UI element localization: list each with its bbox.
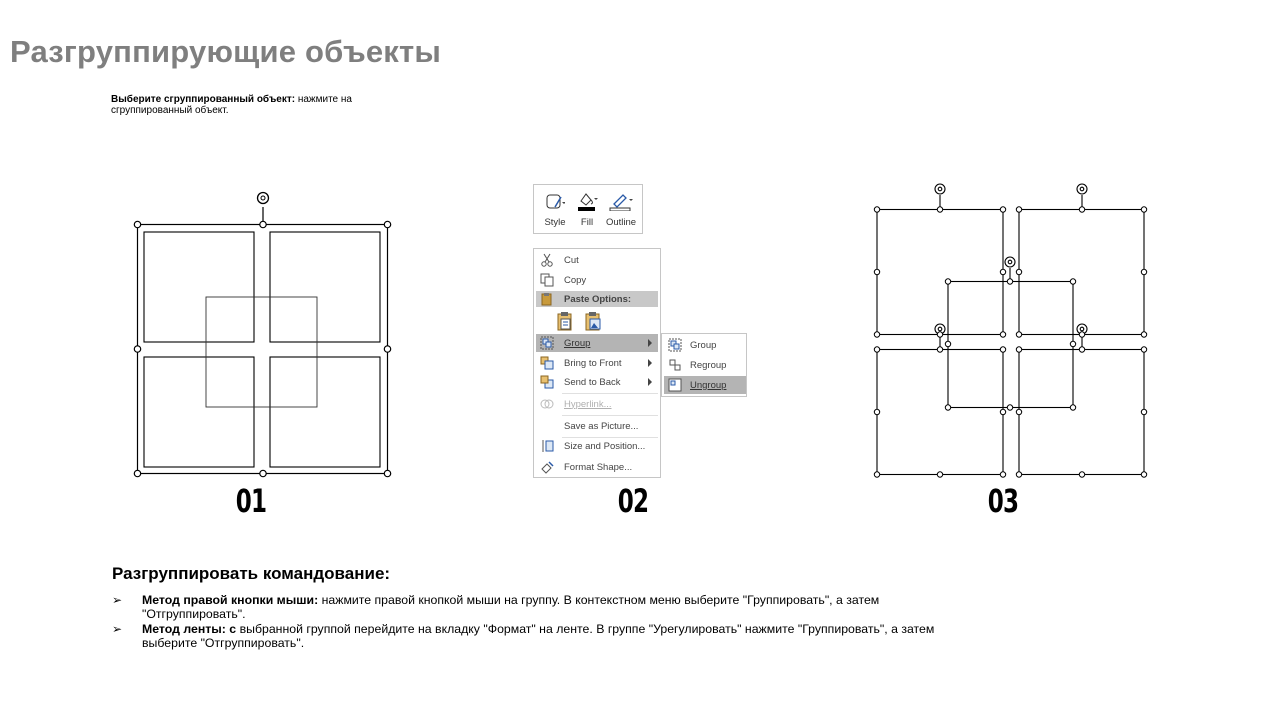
menu-item-copy[interactable] <box>536 271 658 289</box>
group-icon <box>668 338 682 352</box>
format-shape-icon <box>540 460 554 474</box>
menu-item-hyperlink-label: Hyperlink... <box>564 398 612 410</box>
ungroup-icon <box>668 378 682 392</box>
submenu-item-group[interactable] <box>664 336 746 354</box>
grouped-object-diagram[interactable] <box>120 185 405 485</box>
menu-item-send-to-back-label: Send to Back <box>564 376 621 388</box>
chevron-right-icon <box>648 378 652 386</box>
outline-button[interactable] <box>604 189 638 228</box>
copy-icon <box>540 273 554 287</box>
menu-separator <box>562 415 658 416</box>
group-icon <box>540 336 554 350</box>
style-button[interactable] <box>538 189 572 228</box>
menu-item-copy-label: Copy <box>564 274 587 286</box>
chevron-right-icon <box>648 359 652 367</box>
submenu-item-group-label: Group <box>690 339 717 351</box>
clipboard-icon <box>540 292 554 306</box>
menu-item-group[interactable] <box>536 334 658 352</box>
method-list <box>112 593 982 651</box>
page-title: Разгруппирующие объекты <box>10 34 442 69</box>
paste-keep-formatting-icon[interactable] <box>556 311 574 334</box>
step-number-3: 03 <box>987 482 1019 520</box>
size-position-icon <box>540 439 554 453</box>
outline-pen-icon <box>608 191 634 211</box>
paste-options-buttons <box>536 310 658 334</box>
fill-bucket-icon <box>576 191 598 211</box>
menu-item-size-and-position-label: Size and Position... <box>564 440 646 452</box>
outline-label: Outline <box>605 217 637 228</box>
chevron-right-icon <box>648 339 652 347</box>
bullet-text: нажмите правой кнопкой мыши на группу. В контекстном меню выберите "Группировать", а затем "Отгруппировать". <box>142 593 880 621</box>
context-menu <box>533 248 661 478</box>
menu-item-bring-to-front[interactable] <box>536 354 658 372</box>
fill-button[interactable] <box>570 189 604 228</box>
step-number-2: 02 <box>617 482 649 520</box>
section-title: Разгруппировать командование: <box>112 564 391 583</box>
bring-to-front-icon <box>540 356 554 370</box>
intro-rest: нажмите на сгруппированный объект. <box>111 94 352 116</box>
send-to-back-icon <box>540 375 554 389</box>
step-number-1: 01 <box>235 482 267 520</box>
intro-text <box>111 94 401 116</box>
bullet-bold: Метод правой кнопки мыши: <box>142 593 319 607</box>
list-item <box>112 622 982 650</box>
menu-item-save-as-picture-label: Save as Picture... <box>564 420 639 432</box>
mini-toolbar <box>533 184 643 234</box>
menu-item-hyperlink[interactable] <box>536 395 658 413</box>
paste-options-label: Paste Options: <box>564 293 632 305</box>
submenu-item-regroup-label: Regroup <box>690 359 727 371</box>
menu-item-format-shape-label: Format Shape... <box>564 461 633 473</box>
intro-bold: Выберите сгруппированный объект: <box>111 94 296 105</box>
menu-item-send-to-back[interactable] <box>536 373 658 391</box>
scissors-icon <box>540 253 554 267</box>
bullet-text: выбранной группой перейдите на вкладку "Формат" на ленте. В группе "Урегулировать" нажмите "Группировать", а затем выберите "Отгруппировать". <box>142 622 935 650</box>
arrow-bullet-icon: ➢ <box>112 593 123 607</box>
paste-options-header <box>536 291 658 307</box>
style-icon <box>545 193 565 211</box>
menu-separator <box>562 393 658 394</box>
submenu-item-ungroup-label: Ungroup <box>690 379 727 391</box>
submenu-item-ungroup[interactable] <box>664 376 746 394</box>
paste-picture-icon[interactable] <box>584 311 602 334</box>
hyperlink-icon <box>540 397 554 411</box>
menu-item-bring-to-front-label: Bring to Front <box>564 357 622 369</box>
regroup-icon <box>668 358 682 372</box>
bullet-bold: Метод ленты: с <box>142 622 237 636</box>
arrow-bullet-icon: ➢ <box>112 622 123 636</box>
menu-item-size-and-position[interactable] <box>536 437 658 455</box>
list-item <box>112 593 982 621</box>
style-label: Style <box>544 217 566 228</box>
menu-item-format-shape[interactable] <box>536 458 658 476</box>
menu-item-cut[interactable] <box>536 251 658 269</box>
menu-item-cut-label: Cut <box>564 254 579 266</box>
menu-item-save-as-picture[interactable] <box>536 417 658 435</box>
menu-item-group-label: Group <box>564 337 591 349</box>
ungrouped-objects-diagram[interactable] <box>865 180 1155 485</box>
group-submenu <box>661 333 747 397</box>
fill-label: Fill <box>580 217 594 228</box>
submenu-item-regroup[interactable] <box>664 356 746 374</box>
